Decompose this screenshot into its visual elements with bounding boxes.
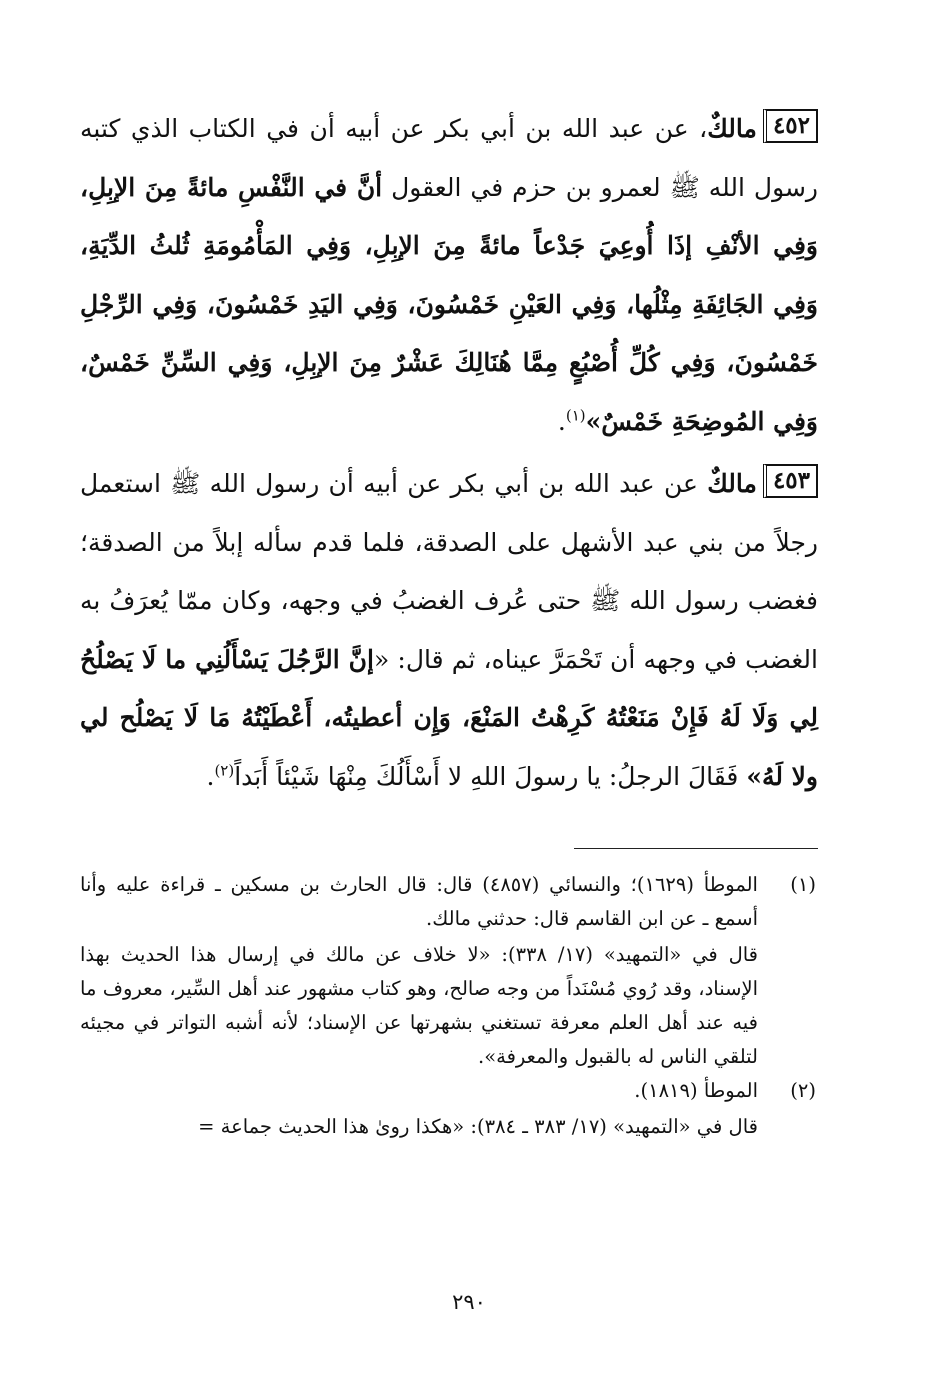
- footnote-text: الموطأ (١٨١٩).: [634, 1079, 758, 1102]
- narrator-name: مالكٌ: [707, 469, 757, 498]
- period: .: [557, 406, 566, 436]
- footnote-ref[interactable]: (٢): [214, 761, 235, 780]
- footnote-number: (١): [790, 873, 816, 896]
- narrator-name: مالكٌ: [707, 114, 757, 143]
- prophetic-text: إنَّ الرَّجُلَ يَسْأَلُنِي ما لَا يَصْلُحُ لِي وَلَا لَهُ فَإِنْ مَنَعْتُهُ كَرِهْتُ المَنْعَ، وَإِن أعطيتُه، أَعْطَيْتُهُ مَا لَا يَصْلُح لي ولا لَهُ»: [80, 644, 818, 791]
- hadith-453: [80, 455, 818, 806]
- footnote-1-continued: قال في «التمهيد» (١٧/ ٣٣٨): «لا خلاف عن مالك في إرسال هذا الحديث بهذا الإسناد، وقد رُوي مُسْنَداً من وجه صالح، وهو كتاب مشهور عند أهل السِّير، معروف ما فيه عند أهل العلم معرفة تستغني بشهرتها عن الإسناد؛ لأنه أشبه التواتر في مجيئه لتلقي الناس له بالقبول والمعرفة».: [80, 943, 758, 1068]
- prophetic-text: أنَّ في النَّفْسِ مائةً مِنَ الإبِلِ، وَفِي الأنْفِ إذَا أُوعِيَ جَدْعاً مائةً مِنَ الإبِلِ، وَفِي المَأْمُومَةِ ثُلثُ الدِّيَةِ، وَفِي الجَائِفَةِ مِثْلُها، وَفِي العَيْنِ خَمْسُونَ، وَفِي اليَدِ خَمْسُونَ، وَفِي الرِّجْلِ خَمْسُونَ، وَفِي كُلِّ أُصْبُعٍ مِمَّا هُنَالِكَ عَشْرٌ مِنَ الإبِلِ، وَفِي السِّنِّ خَمْسٌ، وَفِي المُوضِحَةِ خَمْسٌ»: [80, 172, 818, 436]
- footnote-1: [80, 868, 816, 936]
- footnote-2: [80, 1074, 816, 1108]
- hadith-text-continued: فَقَالَ الرجلُ: يا رسولَ اللهِ لا أَسْأَلُكَ مِنْهَا شَيْئاً أَبَداً: [234, 761, 747, 791]
- footnote-number: (٢): [790, 1079, 816, 1102]
- footnote-2-continued: قال في «التمهيد» (١٧/ ٣٨٣ ـ ٣٨٤): «هكذا روىٰ هذا الحديث جماعة =: [198, 1115, 758, 1138]
- hadith-text: عن عبد الله بن أبي بكر عن أبيه أن رسول الله ﷺ استعمل رجلاً من بني عبد الأشهل على الصدقة، فلما قدم سأله إبلاً من الصدقة؛ فغضب رسول الله ﷺ حتى عُرف الغضبُ في وجهه، وكان ممّا يُعرَفُ به الغضب في وجهه أن تَحْمَرَّ عيناه، ثم قال: «: [80, 469, 818, 674]
- hadith-452: [80, 100, 818, 451]
- footnote-text: الموطأ (١٦٢٩)؛ والنسائي (٤٨٥٧) قال: قال الحارث بن مسكين ـ قراءة عليه وأنا أسمع ـ عن ابن القاسم قال: حدثني مالك.: [80, 873, 758, 930]
- hadith-text: ، عن عبد الله بن أبي بكر عن أبيه أن في الكتاب الذي كتبه رسول الله ﷺ لعمرو بن حزم في العقول: [80, 114, 819, 202]
- hadith-number-badge: ٤٥٢: [763, 109, 818, 143]
- page-number: ٢٩٠: [452, 1290, 486, 1314]
- period: .: [206, 761, 215, 791]
- footnote-ref[interactable]: (١): [565, 406, 586, 425]
- footnote-divider: [574, 848, 818, 849]
- hadith-number-badge: ٤٥٣: [763, 464, 818, 498]
- main-text: [80, 100, 818, 810]
- footnotes: [80, 868, 816, 1144]
